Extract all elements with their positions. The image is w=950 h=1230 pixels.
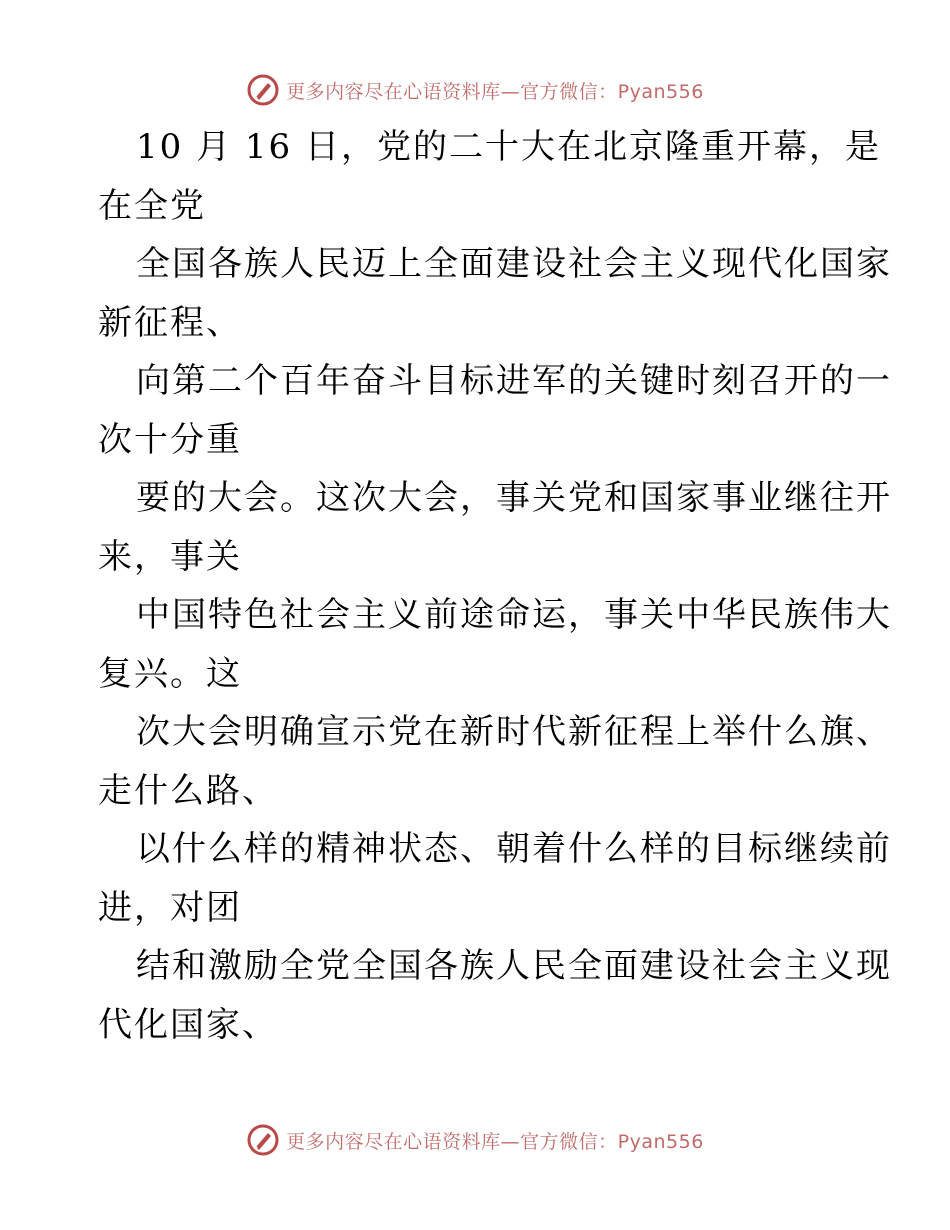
body-line: 中国特色社会主义前途命运，事关中华民族伟大 bbox=[136, 595, 892, 635]
footer-banner bbox=[0, 1120, 950, 1160]
pen-logo-icon bbox=[246, 73, 280, 107]
body-line: 次大会明确宣示党在新时代新征程上举什么旗、 bbox=[136, 712, 892, 752]
body-line: 新征程、 bbox=[98, 302, 242, 343]
pen-logo-icon bbox=[246, 1123, 280, 1157]
header-banner bbox=[0, 70, 950, 110]
body-line: 全国各族人民迈上全面建设社会主义现代化国家 bbox=[136, 244, 892, 284]
body-line: 10 月 16 日，党的二十大在北京隆重开幕，是 bbox=[136, 127, 881, 167]
body-line: 要的大会。这次大会，事关党和国家事业继往开 bbox=[136, 478, 892, 518]
body-line: 结和激励全党全国各族人民全面建设社会主义现 bbox=[136, 946, 892, 986]
header-banner-text: 更多内容尽在心语资料库—官方微信：Pyan556 bbox=[286, 80, 704, 103]
body-line: 向第二个百年奋斗目标进军的关键时刻召开的一 bbox=[136, 361, 892, 401]
body-line: 复兴。这 bbox=[98, 653, 242, 694]
body-line: 进，对团 bbox=[98, 887, 242, 928]
body-line: 来，事关 bbox=[98, 536, 242, 577]
body-line: 走什么路、 bbox=[98, 770, 278, 811]
document-body bbox=[98, 118, 892, 1054]
body-line: 以什么样的精神状态、朝着什么样的目标继续前 bbox=[136, 829, 892, 869]
footer-banner-text: 更多内容尽在心语资料库—官方微信：Pyan556 bbox=[286, 1130, 704, 1153]
body-line: 在全党 bbox=[98, 185, 206, 226]
body-line: 代化国家、 bbox=[98, 1004, 278, 1045]
body-line: 次十分重 bbox=[98, 419, 242, 460]
